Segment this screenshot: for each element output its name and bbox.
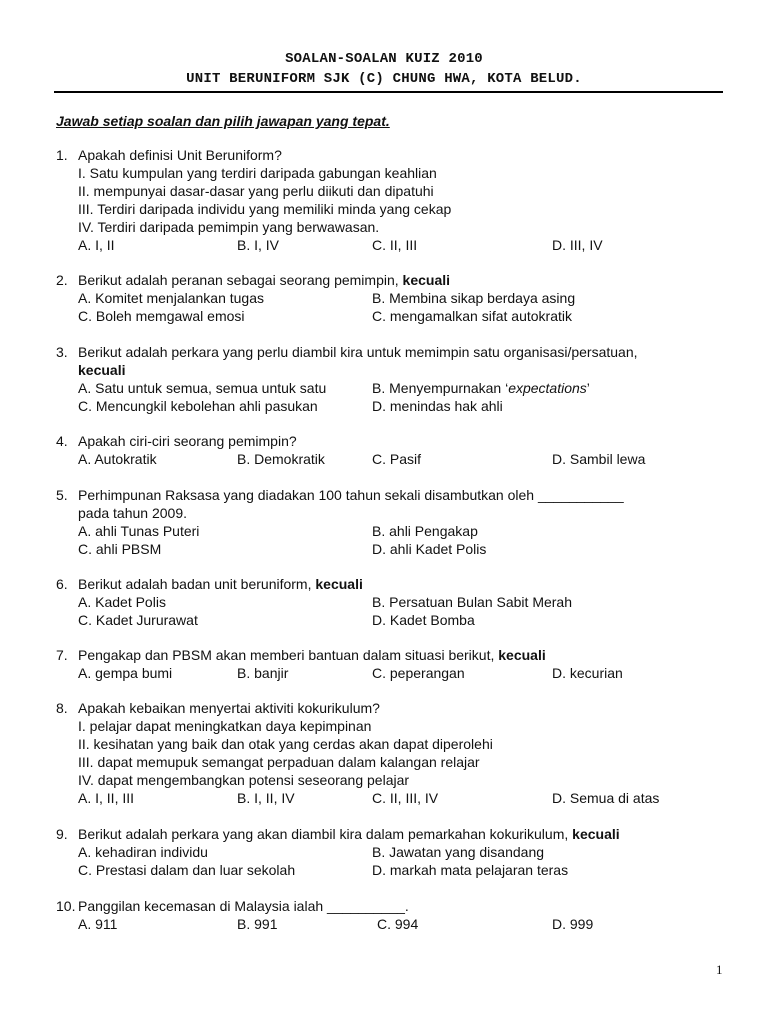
question-emphasis: kecuali — [572, 826, 620, 842]
question-number: 7. — [56, 647, 68, 663]
question-emphasis: kecuali — [78, 362, 126, 378]
statement: I. pelajar dapat meningkatkan daya kepimpinan — [78, 718, 372, 734]
option-b: B. Jawatan yang disandang — [372, 844, 545, 860]
option-c: C. peperangan — [372, 665, 465, 681]
question-number: 4. — [56, 433, 68, 449]
option-d: D. 999 — [552, 916, 594, 932]
option-d: D. menindas hak ahli — [372, 398, 503, 414]
option-c: C. Kadet Jururawat — [78, 612, 198, 628]
question-emphasis-line — [78, 361, 125, 379]
question-text-line — [78, 825, 620, 843]
option-c: C. Pasif — [372, 451, 422, 467]
option-a: A. Komitet menjalankan tugas — [78, 290, 264, 306]
option-c: C. Mencungkil kebolehan ahli pasukan — [78, 398, 318, 414]
question-number: 8. — [56, 700, 68, 716]
option-c: C. 994 — [377, 916, 419, 932]
question-number: 5. — [56, 487, 68, 503]
option-b: B. Persatuan Bulan Sabit Merah — [372, 594, 573, 610]
statement: I. Satu kumpulan yang terdiri daripada gabungan keahlian — [78, 165, 437, 181]
question-number: 1. — [56, 147, 68, 163]
option-c: C. Prestasi dalam dan luar sekolah — [78, 862, 296, 878]
question-text-continued: pada tahun 2009. — [78, 505, 187, 521]
statement: III. dapat memupuk semangat perpaduan dalam kalangan relajar — [78, 754, 480, 770]
option-a: A. I, II, III — [78, 790, 135, 806]
question-emphasis: kecuali — [498, 647, 546, 663]
option-b: B. banjir — [237, 665, 289, 681]
question-text: Berikut adalah perkara yang akan diambil kira dalam pemarkahan kokurikulum, — [78, 826, 569, 842]
option-b: B. ahli Pengakap — [372, 523, 478, 539]
option-d: D. ahli Kadet Polis — [372, 541, 487, 557]
option-b: B. Membina sikap berdaya asing — [372, 290, 576, 306]
statement: II. mempunyai dasar-dasar yang perlu diikuti dan dipatuhi — [78, 183, 434, 199]
option-a: A. I, II — [78, 237, 115, 253]
option-b: B. I, II, IV — [237, 790, 295, 806]
option-b-close: ’ — [586, 380, 590, 396]
option-c: C. Boleh memgawal emosi — [78, 308, 245, 324]
question-text: Apakah kebaikan menyertai aktiviti kokurikulum? — [78, 700, 380, 716]
option-b: B. 991 — [237, 916, 278, 932]
question-number: 9. — [56, 826, 68, 842]
option-a: A. ahli Tunas Puteri — [78, 523, 200, 539]
question-number: 3. — [56, 344, 68, 360]
question-text: Pengakap dan PBSM akan memberi bantuan dalam situasi berikut, — [78, 647, 495, 663]
header-divider — [54, 91, 723, 93]
page-number: 1 — [716, 962, 723, 977]
option-d: C. mengamalkan sifat autokratik — [372, 308, 572, 324]
option-d: D. Sambil lewa — [552, 451, 646, 467]
option-a: A. kehadiran individu — [78, 844, 208, 860]
question-text: Berikut adalah peranan sebagai seorang pemimpin, — [78, 272, 399, 288]
document-subtitle: UNIT BERUNIFORM SJK (C) CHUNG HWA, KOTA BELUD. — [186, 71, 582, 87]
option-d: D. III, IV — [552, 237, 603, 253]
option-b-italic: expectations — [508, 380, 587, 396]
option-d: D. markah mata pelajaran teras — [372, 862, 569, 878]
question-emphasis: kecuali — [315, 576, 363, 592]
option-b: B. Demokratik — [237, 451, 325, 467]
question-number: 6. — [56, 576, 68, 592]
question-text: Apakah definisi Unit Beruniform? — [78, 147, 282, 163]
statement: IV. dapat mengembangkan potensi seseorang pelajar — [78, 772, 410, 788]
option-a: A. 911 — [78, 916, 118, 932]
instruction-text: Jawab setiap soalan dan pilih jawapan yang tepat. — [56, 113, 390, 129]
statement: II. kesihatan yang baik dan otak yang cerdas akan dapat diperolehi — [78, 736, 493, 752]
option-c: C. II, III — [372, 237, 418, 253]
option-a: A. Kadet Polis — [78, 594, 166, 610]
question-text-line — [78, 646, 546, 664]
question-text: Perhimpunan Raksasa yang diadakan 100 tahun sekali disambutkan oleh ___________ — [78, 487, 624, 503]
option-a: A. Autokratik — [78, 451, 157, 467]
statement: III. Terdiri daripada individu yang memiliki minda yang cekap — [78, 201, 452, 217]
option-c: C. II, III, IV — [372, 790, 439, 806]
statement: IV. Terdiri daripada pemimpin yang berwawasan. — [78, 219, 380, 235]
option-a: A. Satu untuk semua, semua untuk satu — [78, 380, 327, 396]
option-d: D. kecurian — [552, 665, 623, 681]
document-title: SOALAN-SOALAN KUIZ 2010 — [285, 51, 483, 67]
option-c: C. ahli PBSM — [78, 541, 162, 557]
question-text: Panggilan kecemasan di Malaysia ialah __________. — [78, 898, 409, 914]
question-text: Apakah ciri-ciri seorang pemimpin? — [78, 433, 297, 449]
question-text-line — [78, 271, 450, 289]
option-d: D. Semua di atas — [552, 790, 660, 806]
question-emphasis: kecuali — [402, 272, 451, 288]
option-a: A. gempa bumi — [78, 665, 173, 681]
question-number: 2. — [56, 272, 68, 288]
question-text: Berikut adalah badan unit beruniform, — [78, 576, 312, 592]
option-b: B. I, IV — [237, 237, 280, 253]
question-text-line — [78, 575, 363, 593]
question-number: 10. — [56, 898, 76, 914]
option-d: D. Kadet Bomba — [372, 612, 475, 628]
option-b — [372, 379, 590, 397]
option-b-text: B. Menyempurnakan ‘ — [372, 380, 509, 396]
question-text: Berikut adalah perkara yang perlu diambil kira untuk memimpin satu organisasi/persatuan, — [78, 344, 638, 360]
